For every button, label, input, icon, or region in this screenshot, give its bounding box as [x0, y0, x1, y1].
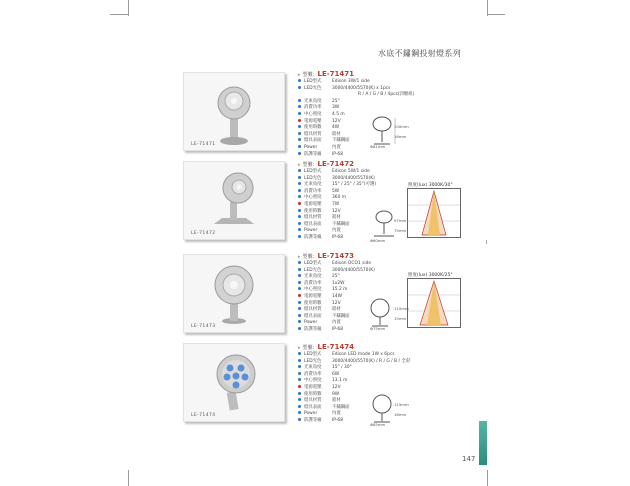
bullet-icon — [298, 119, 301, 122]
dimension-label: 100mm — [394, 124, 409, 129]
bullet-icon — [298, 281, 301, 284]
bullet-icon — [298, 314, 301, 317]
spec-row — [298, 365, 488, 372]
spec-key: 消費功率 — [304, 105, 322, 111]
spec-value: 12V — [332, 118, 341, 124]
bullet-icon — [298, 138, 301, 141]
bullet-icon — [298, 294, 301, 297]
product-caption: LE-71472 — [191, 231, 216, 236]
dimension-label: 16mm — [394, 134, 407, 139]
bullet-icon — [298, 189, 301, 192]
spec-value: 12V — [332, 384, 341, 390]
spec-value: 25° — [332, 98, 340, 104]
spec-row — [298, 176, 488, 183]
bullet-icon — [298, 359, 301, 362]
model-number: LE-71471 — [317, 70, 355, 78]
spec-row — [298, 352, 488, 359]
bullet-icon — [298, 274, 301, 277]
dimension-label: Φ75mm — [370, 326, 386, 331]
spec-row — [298, 385, 488, 392]
spec-value: 內置 — [332, 144, 341, 150]
spec-key: 燈具表面 — [304, 404, 322, 410]
spec-value: 1x2W — [332, 280, 345, 286]
spec-value: 不鏽鋼面 — [332, 313, 350, 319]
spec-value: IP-68 — [332, 234, 344, 240]
spec-value: Edison LED mode 1W x 6pcs — [332, 352, 395, 357]
spec-value: 內置 — [332, 411, 341, 417]
spec-value: 鋁材 — [332, 131, 341, 137]
bullet-icon — [298, 79, 301, 82]
bullet-icon — [298, 125, 301, 128]
spec-key: 燈具材質 — [304, 307, 322, 313]
spec-key: 防護等級 — [304, 417, 322, 423]
bullet-icon — [298, 372, 301, 375]
bullet-icon — [298, 411, 301, 414]
bullet-icon — [298, 176, 301, 179]
bullet-icon — [298, 235, 301, 238]
chart-title: 照度(lux) 3000K/30° — [408, 183, 453, 188]
spec-key: 防護等級 — [304, 234, 322, 240]
spec-key: 燈具材質 — [304, 131, 322, 137]
spec-value: IP-68 — [332, 326, 344, 332]
bullet-icon — [298, 392, 301, 395]
beam-cone-icon — [408, 279, 460, 327]
register-mark — [486, 240, 491, 244]
product-caption: LE-71474 — [191, 413, 216, 418]
spec-key: 使用時數 — [304, 391, 322, 397]
spec-key: LED型式 — [304, 352, 322, 357]
spec-key: 消費功率 — [304, 371, 322, 377]
dimension-label: Φ85mm — [370, 422, 386, 427]
bullet-icon — [298, 327, 301, 330]
spec-key: Power — [304, 320, 318, 326]
spec-value: 6W — [332, 371, 340, 377]
spec-key: 使用時數 — [304, 300, 322, 306]
new-tag: ▸ — [298, 254, 301, 260]
dimension-label: 115mm — [394, 402, 409, 407]
spec-key: LED光色 — [304, 85, 322, 91]
bullet-icon — [298, 320, 301, 323]
spec-value: 4W — [332, 125, 340, 131]
spec-value: 12V — [332, 208, 341, 214]
spec-value: 鋁材 — [332, 307, 341, 313]
model-label: 型號： — [302, 345, 318, 351]
bullet-icon — [298, 152, 301, 155]
spec-key: 電源電壓 — [304, 118, 322, 124]
spec-key: Power — [304, 411, 318, 417]
dimension-label: 97mm — [394, 218, 407, 223]
bullet-icon — [298, 268, 301, 271]
spec-key: 使用時數 — [304, 125, 322, 131]
spec-row — [298, 261, 488, 268]
spotlight-icon — [184, 344, 284, 421]
spec-value: 不鏽鋼面 — [332, 221, 350, 227]
bullet-icon — [298, 86, 301, 89]
spotlight-icon — [184, 162, 284, 239]
spec-key: 消費功率 — [304, 280, 322, 286]
model-number: LE-71473 — [317, 252, 355, 260]
spec-key: 中心照度 — [304, 287, 322, 293]
spec-value: 360 m — [332, 195, 347, 201]
spec-key: 燈具表面 — [304, 313, 322, 319]
spec-value: 內置 — [332, 320, 341, 326]
spec-value: IP-68 — [332, 151, 344, 157]
crop-mark-bottom-right — [487, 470, 488, 486]
spec-value: Edison OCO1 side — [332, 261, 372, 266]
bullet-icon — [298, 418, 301, 421]
spec-key: 中心照度 — [304, 378, 322, 384]
spotlight-icon — [184, 73, 284, 150]
spec-key: 電源電壓 — [304, 201, 322, 207]
page-title: 水底不鏽鋼投射燈系列 — [378, 49, 461, 58]
bullet-icon — [298, 209, 301, 212]
spec-key: 電源電壓 — [304, 293, 322, 299]
dimension-label: 15mm — [394, 316, 407, 321]
product-photo-3 — [183, 254, 285, 333]
spec-value: IP-68 — [332, 417, 344, 423]
bullet-icon — [298, 287, 301, 290]
bullet-icon — [298, 182, 301, 185]
crop-mark-bottom-left — [128, 470, 129, 486]
spec-value: 7W — [332, 201, 340, 207]
spec-key: 光束角度 — [304, 274, 322, 280]
spec-key: 光束角度 — [304, 98, 322, 104]
bullet-icon — [298, 228, 301, 231]
bullet-icon — [298, 307, 301, 310]
spec-value: R / A / G / B / 4pcs(四顆組) — [358, 92, 415, 98]
spec-key: 燈具表面 — [304, 138, 322, 144]
spec-row — [298, 169, 488, 176]
photometric-chart-2 — [407, 278, 461, 328]
spotlight-icon — [184, 255, 284, 332]
dimension-label: 16mm — [394, 412, 407, 417]
spec-value: 15.2 m — [332, 287, 348, 293]
spec-key: 防護等級 — [304, 326, 322, 332]
crop-mark-top-left — [128, 0, 129, 16]
spec-row — [298, 152, 488, 159]
new-tag: ▸ — [298, 162, 301, 168]
spec-key: LED光色 — [304, 267, 322, 273]
product-photo-1 — [183, 72, 285, 151]
model-label: 型號： — [302, 254, 318, 260]
bullet-icon — [298, 405, 301, 408]
spec-row — [298, 99, 488, 106]
spec-row — [298, 92, 488, 99]
spec-row — [298, 105, 488, 112]
dimension-label: 110mm — [394, 306, 409, 311]
bullet-icon — [298, 378, 301, 381]
spec-key: 光束角度 — [304, 365, 322, 371]
bullet-icon — [298, 215, 301, 218]
bullet-icon — [298, 261, 301, 264]
spec-value: 9W — [332, 391, 340, 397]
spec-key: LED型式 — [304, 261, 322, 266]
model-line — [298, 160, 488, 169]
new-tag: ▸ — [298, 345, 301, 351]
model-line — [298, 343, 488, 352]
dimension-label: 75mm — [394, 228, 407, 233]
spec-value: 4.5 m — [332, 111, 345, 117]
bullet-icon — [298, 145, 301, 148]
product-photo-4 — [183, 343, 285, 422]
spec-key: LED型式 — [304, 79, 322, 84]
spec-value: 15° / 25° / 35°(可選) — [332, 182, 377, 188]
spec-key: 電源電壓 — [304, 384, 322, 390]
spec-key: LED光色 — [304, 175, 322, 181]
product-caption: LE-71471 — [191, 142, 216, 147]
color-tab — [479, 421, 487, 465]
spec-row — [298, 79, 488, 86]
spec-value: 12V — [332, 300, 341, 306]
bullet-icon — [298, 222, 301, 225]
spec-key: 使用時數 — [304, 208, 322, 214]
spec-key: LED光色 — [304, 358, 322, 364]
bullet-icon — [298, 398, 301, 401]
model-label: 型號： — [302, 72, 318, 78]
new-tag: ▸ — [298, 72, 301, 78]
bullet-icon — [298, 105, 301, 108]
spec-value: 不鏽鋼面 — [332, 138, 350, 144]
bullet-icon — [298, 112, 301, 115]
spec-value: 內置 — [332, 228, 341, 234]
spec-row — [298, 359, 488, 366]
spec-value: 3000/4400/5570(K) — [332, 267, 375, 273]
product-caption: LE-71473 — [191, 324, 216, 329]
bullet-icon — [298, 385, 301, 388]
dimension-label: Φ60mm — [370, 238, 386, 243]
bullet-icon — [298, 352, 301, 355]
model-line — [298, 70, 488, 79]
spec-key: LED型式 — [304, 169, 322, 174]
spec-value: 3000/4400/5570(K) x 1pcs — [332, 85, 391, 91]
model-number: LE-71472 — [317, 160, 355, 168]
spec-key: 中心照度 — [304, 195, 322, 201]
model-number: LE-71474 — [317, 343, 355, 351]
crop-mark-top-left-h — [110, 14, 128, 15]
model-line — [298, 252, 488, 261]
spec-value: 鋁材 — [332, 398, 341, 404]
spec-key: 燈具材質 — [304, 215, 322, 221]
spec-value: 14W — [332, 293, 342, 299]
bullet-icon — [298, 99, 301, 102]
spec-row — [298, 372, 488, 379]
spec-value: 鋁材 — [332, 215, 341, 221]
spec-value: 3000/4400/5570(K) / R / G / B / 全彩 — [332, 358, 411, 364]
beam-cone-icon — [408, 189, 460, 237]
bullet-icon — [298, 132, 301, 135]
photometric-chart-1 — [407, 188, 461, 238]
product-photo-2 — [183, 161, 285, 240]
spec-key: 中心照度 — [304, 111, 322, 117]
dimension-label: Φ81mm — [370, 144, 386, 149]
spec-value: 不鏽鋼面 — [332, 404, 350, 410]
bullet-icon — [298, 195, 301, 198]
bullet-icon — [298, 202, 301, 205]
spec-value: 3W — [332, 105, 340, 111]
spec-key: Power — [304, 228, 318, 234]
crop-mark-top-right-h — [487, 14, 505, 15]
spec-key: 消費功率 — [304, 188, 322, 194]
spec-key: Power — [304, 144, 318, 150]
model-label: 型號： — [302, 162, 318, 168]
spec-value: Edison 5W/1 side — [332, 169, 370, 174]
spec-row — [298, 268, 488, 275]
spec-value: 25° — [332, 274, 340, 280]
chart-title: 照度(lux) 3000K/25° — [408, 273, 453, 278]
spec-value: 13.1 m — [332, 378, 348, 384]
bullet-icon — [298, 169, 301, 172]
bullet-icon — [298, 365, 301, 368]
spec-value: 5W — [332, 188, 340, 194]
spec-row — [298, 378, 488, 385]
spec-key: 燈具材質 — [304, 398, 322, 404]
spec-key: 燈具表面 — [304, 221, 322, 227]
spec-value: 15° / 30° — [332, 365, 352, 371]
spec-value: Edison 3W/1 side — [332, 79, 370, 84]
spec-key: 光束角度 — [304, 182, 322, 188]
bullet-icon — [298, 301, 301, 304]
page-number: 147 — [462, 455, 476, 463]
spec-value: 3000/4400/5570(K) — [332, 175, 375, 181]
spec-key: 防護等級 — [304, 151, 322, 157]
